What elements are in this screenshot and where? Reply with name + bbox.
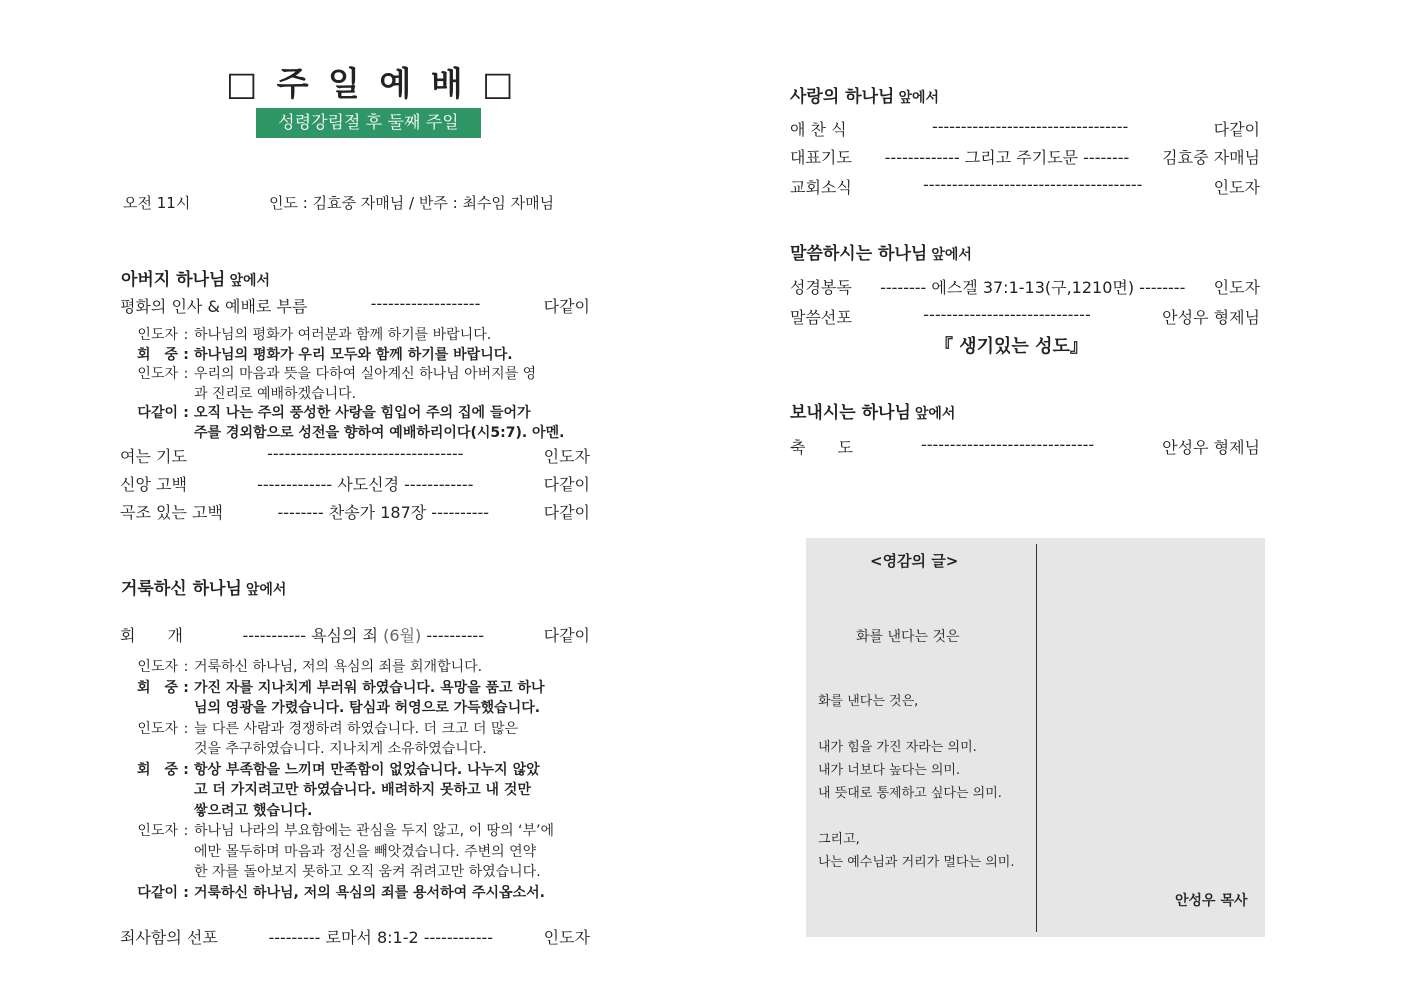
- poem-line: 화를 낸다는 것은,: [818, 694, 919, 709]
- liturgy-line: [120, 883, 590, 904]
- row-who: 안성우 형제님: [1162, 308, 1260, 327]
- section-love-heading: [790, 82, 939, 107]
- row-who: 안성우 형제님: [1162, 438, 1260, 457]
- row-label: 곡조 있는 고백: [120, 503, 223, 522]
- row-who: 다같이: [543, 475, 590, 494]
- liturgy-holy: [120, 657, 590, 903]
- row-dashes-post: ----------: [426, 626, 485, 645]
- section-title: 보내시는 하나님: [790, 403, 911, 423]
- author: 안성우 목사: [1175, 893, 1248, 909]
- liturgy-text: 하나님의 평화가 우리 모두와 함께 하기를 바랍니다.: [194, 346, 513, 363]
- liturgy-line: [120, 821, 590, 883]
- liturgy-text-line: 한 자를 돌아보지 못하고 오직 움켜 쥐려고만 하였습니다.: [194, 864, 541, 880]
- row-dashes: ------------- 그리고 주기도문 --------: [884, 148, 1130, 167]
- row-dashes: --------------------------------------: [923, 175, 1143, 194]
- sermon-row: [790, 305, 1260, 328]
- row-label: 평화의 인사 & 예배로 부름: [120, 297, 308, 316]
- row-label: 축 도: [790, 438, 853, 457]
- section-title: 사랑의 하나님: [790, 87, 895, 107]
- row-who: 다같이: [543, 503, 590, 522]
- liturgy-line: [120, 365, 590, 404]
- liturgy-line: [120, 719, 590, 760]
- row-who: 인도자: [543, 928, 590, 947]
- liturgy-colon: :: [183, 823, 189, 839]
- row-label: 회 개: [120, 626, 183, 645]
- liturgy-speaker: 다같이: [137, 884, 178, 901]
- liturgy-line: [120, 760, 590, 822]
- liturgy-line: [120, 346, 590, 366]
- repentance-row: [120, 623, 590, 646]
- liturgy-colon: :: [183, 327, 189, 343]
- row-dashes-pre: ----------- 욕심의 죄: [242, 626, 378, 645]
- greeting-row: [120, 294, 590, 317]
- row-dashes: ------------------------------: [920, 435, 1095, 454]
- row-label: 교회소식: [790, 178, 852, 197]
- liturgy-speaker: 회 중: [136, 346, 178, 363]
- section-suffix: 앞에서: [898, 90, 940, 106]
- liturgy-text-line: 가진 자를 지나치게 부러워 하였습니다. 욕망을 품고 하나: [194, 679, 545, 696]
- liturgy-text-line: 주를 경외함으로 성전을 향하여 예배하리이다(시5:7). 아멘.: [194, 424, 565, 441]
- liturgy-father: [120, 326, 590, 443]
- representative-prayer-row: [790, 145, 1260, 168]
- liturgy-text-line: 과 진리로 예배하겠습니다.: [194, 385, 357, 402]
- liturgy-text-line: 에만 몰두하며 마음과 정신을 빼앗겼습니다. 주변의 연약: [194, 843, 537, 860]
- liturgy-text-line: 항상 부족함을 느끼며 만족함이 없었습니다. 나누지 않았: [194, 761, 540, 778]
- row-dashes: -----------------------------: [923, 305, 1091, 324]
- row-label: 말씀선포: [790, 308, 852, 327]
- poem-line: 나는 예수님과 거리가 멀다는 의미.: [818, 855, 1015, 870]
- section-suffix: 앞에서: [931, 247, 972, 263]
- row-who: 다같이: [1213, 120, 1260, 139]
- liturgy-line: [120, 326, 590, 346]
- liturgy-colon: :: [183, 720, 189, 737]
- liturgy-colon: :: [183, 346, 189, 363]
- section-father-heading: [121, 265, 270, 290]
- poem-line: 내가 너보다 높다는 의미.: [818, 763, 961, 778]
- liturgy-text-line: 오직 나는 주의 풍성한 사랑을 힘입어 주의 집에 들어가: [194, 405, 531, 421]
- liturgy-text: 거룩하신 하나님, 저의 욕심의 죄를 용서하여 주시옵소서.: [194, 884, 545, 901]
- poem-line: 내 뜻대로 통제하고 싶다는 의미.: [818, 786, 1002, 801]
- row-dashes: [242, 623, 484, 646]
- section-title: 거룩하신 하나님: [121, 579, 242, 599]
- absolution-row: [120, 925, 590, 948]
- sermon-title: 『 생기있는 성도』: [935, 336, 1088, 357]
- liturgy-text: [194, 821, 590, 883]
- row-label: 대표기도: [790, 148, 852, 167]
- liturgy-text: [194, 678, 590, 719]
- liturgy-text-line: 우리의 마음과 뜻을 다하여 실아계신 하나님 아버지를 영: [194, 366, 537, 382]
- liturgy-speaker: 인도자: [137, 659, 178, 675]
- liturgy-speaker: 회 중: [136, 679, 178, 696]
- box-divider: [1036, 544, 1037, 932]
- liturgy-speaker: 인도자: [137, 720, 178, 737]
- row-dashes: ------------- 사도신경 ------------: [257, 475, 474, 494]
- liturgy-speaker: 인도자: [137, 366, 178, 382]
- row-who: 인도자: [543, 447, 590, 466]
- liturgy-speaker: 회 중: [136, 761, 178, 778]
- liturgy-colon: :: [183, 405, 189, 421]
- opening-prayer-row: [120, 444, 590, 467]
- liturgy-colon: :: [183, 884, 189, 901]
- section-title: 아버지 하나님: [121, 270, 226, 290]
- row-dashes: -------------------: [370, 294, 481, 313]
- row-dashes: --------- 로마서 8:1-2 ------------: [268, 928, 494, 947]
- liturgy-text-line: 고 더 가지려고만 하였습니다. 배려하지 못하고 내 것만: [194, 782, 531, 798]
- service-time: 오전 11시: [123, 194, 191, 212]
- hymn-row: [120, 500, 590, 523]
- section-word-heading: [790, 239, 972, 264]
- row-label: 애 찬 식: [790, 120, 847, 139]
- poem-body: [818, 690, 1014, 874]
- section-title: 말씀하시는 하나님: [790, 244, 928, 264]
- liturgy-colon: :: [183, 679, 189, 696]
- section-holy-heading: [121, 574, 286, 599]
- liturgy-speaker: 인도자: [137, 327, 178, 343]
- agape-row: [790, 117, 1260, 140]
- section-suffix: 앞에서: [245, 582, 287, 598]
- row-who: 인도자: [1213, 178, 1260, 197]
- liturgy-text-line: 늘 다른 사람과 경쟁하려 하였습니다. 더 크고 더 많은: [194, 720, 519, 737]
- row-label: 신앙 고백: [120, 475, 187, 494]
- row-label: 성경봉독: [790, 278, 852, 297]
- poem-line: [818, 713, 1014, 736]
- scripture-reading-row: [790, 275, 1260, 298]
- liturgy-text-line: 것을 추구하였습니다. 지나치게 소유하였습니다.: [194, 741, 487, 757]
- row-who: 인도자: [1213, 278, 1260, 297]
- church-news-row: [790, 175, 1260, 198]
- liturgy-text-line: 하나님 나라의 부요함에는 관심을 두지 않고, 이 땅의 ‘부’에: [194, 823, 555, 839]
- row-dashes: ----------------------------------: [267, 444, 464, 463]
- liturgy-text: 거룩하신 하나님, 저의 욕심의 죄를 회개합니다.: [194, 659, 483, 675]
- liturgy-speaker: 다같이: [137, 405, 178, 421]
- liturgy-text: [194, 719, 590, 760]
- poem-title: 화를 낸다는 것은: [856, 629, 960, 645]
- liturgy-line: [120, 404, 590, 443]
- service-leaders: 인도 : 김효중 자매님 / 반주 : 최수임 자매님: [269, 194, 555, 212]
- liturgy-text: [194, 365, 590, 404]
- liturgy-colon: :: [183, 761, 189, 778]
- section-sending-heading: [790, 398, 955, 423]
- page-title: □ 주 일 예 배 □: [226, 64, 518, 103]
- liturgy-line: [120, 657, 590, 678]
- liturgy-text: 하나님의 평화가 여러분과 함께 하기를 바랍니다.: [194, 327, 492, 343]
- row-who: 김효중 자매님: [1162, 148, 1260, 167]
- liturgy-text: [194, 404, 590, 443]
- creed-row: [120, 472, 590, 495]
- liturgy-colon: :: [183, 366, 189, 382]
- benediction-row: [790, 435, 1260, 458]
- liturgy-speaker: 인도자: [137, 823, 178, 839]
- liturgy-text-line: 님의 영광을 가렸습니다. 탐심과 허영으로 가득했습니다.: [194, 700, 541, 716]
- liturgy-text-line: 쌓으려고 했습니다.: [194, 802, 313, 819]
- liturgy-line: [120, 678, 590, 719]
- service-info: [123, 192, 555, 213]
- poem-line: 그리고,: [818, 832, 860, 847]
- section-suffix: 앞에서: [914, 406, 956, 422]
- poem-line: [818, 805, 1014, 828]
- liturgy-colon: :: [183, 659, 189, 675]
- row-label: 죄사함의 선포: [120, 928, 218, 947]
- inspiration-heading: <영감의 글>: [870, 552, 959, 570]
- liturgical-season-banner: 성령강림절 후 둘째 주일: [256, 108, 481, 138]
- row-dashes: ----------------------------------: [931, 117, 1129, 136]
- row-who: 다같이: [543, 626, 590, 645]
- row-dashes: -------- 찬송가 187장 ----------: [277, 503, 490, 522]
- section-suffix: 앞에서: [229, 273, 271, 289]
- row-label: 여는 기도: [120, 447, 187, 466]
- inspiration-box: [806, 538, 1265, 937]
- row-note: (6월): [383, 626, 422, 645]
- liturgy-text: [194, 760, 590, 822]
- row-who: 다같이: [543, 297, 590, 316]
- poem-line: 내가 힘을 가진 자라는 의미.: [818, 740, 977, 755]
- row-dashes: -------- 에스겔 37:1-13(구,1210면) --------: [880, 278, 1186, 297]
